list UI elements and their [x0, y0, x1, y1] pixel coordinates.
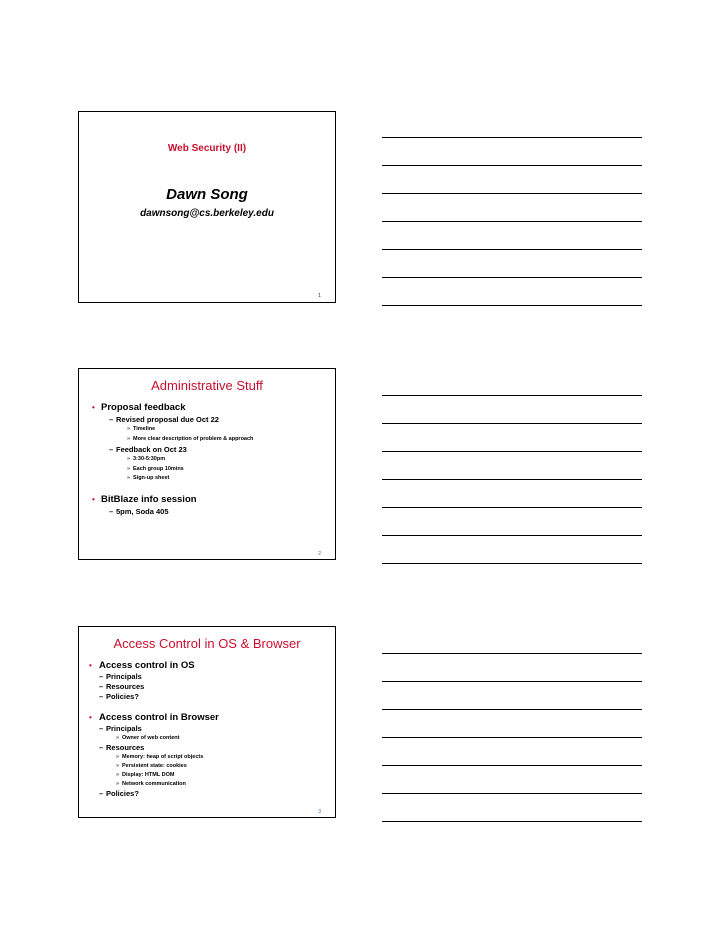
bullet-item: • BitBlaze info session: [79, 493, 335, 506]
notes-line: [382, 765, 642, 766]
sub-bullet-item: – Principals: [79, 672, 335, 682]
slide-title: Access Control in OS & Browser: [113, 636, 301, 651]
sub-sub-bullet-item: » Each group 10mins: [79, 465, 335, 475]
notes-line: [382, 507, 642, 508]
author-name: Dawn Song: [166, 186, 248, 203]
sub-sub-bullet-item: » Owner of web content: [79, 734, 335, 743]
sub-sub-bullet-item: » 3:30-5:30pm: [79, 455, 335, 465]
notes-line: [382, 305, 642, 306]
sub-sub-bullet-item: » Timeline: [79, 425, 335, 435]
sub-bullet-item: – Revised proposal due Oct 22: [79, 414, 335, 425]
sub-sub-bullet-item: » Network communication: [79, 780, 335, 789]
notes-line: [382, 535, 642, 536]
slide-title: Web Security (II): [167, 143, 247, 154]
sub-bullet-item: – Feedback on Oct 23: [79, 444, 335, 455]
sub-bullet-item: – Resources: [79, 743, 335, 753]
notes-line: [382, 563, 642, 564]
bullet-list: [79, 401, 335, 517]
notes-line: [382, 737, 642, 738]
slide-number: 3: [318, 809, 321, 815]
notes-line: [382, 423, 642, 424]
sub-bullet-item: – Resources: [79, 682, 335, 692]
notes-line: [382, 709, 642, 710]
bullet-spacer: [79, 702, 335, 711]
sub-bullet-item: – 5pm, Soda 405: [79, 506, 335, 517]
notes-line: [382, 221, 642, 222]
sub-bullet-item: – Policies?: [79, 692, 335, 702]
slide-2: [78, 368, 336, 560]
bullet-item: • Proposal feedback: [79, 401, 335, 414]
bullet-item: • Access control in Browser: [79, 711, 335, 724]
slide-number: 2: [318, 551, 321, 557]
sub-sub-bullet-item: » Memory: heap of script objects: [79, 753, 335, 762]
slide-1: [78, 111, 336, 303]
notes-line: [382, 681, 642, 682]
bullet-spacer: [79, 484, 335, 493]
bullet-list: [79, 659, 335, 799]
slide-number: 1: [318, 293, 321, 299]
slide-title: Administrative Stuff: [151, 378, 263, 393]
notes-line: [382, 793, 642, 794]
notes-line: [382, 821, 642, 822]
notes-line: [382, 137, 642, 138]
notes-line: [382, 395, 642, 396]
sub-sub-bullet-item: » Display: HTML DOM: [79, 771, 335, 780]
notes-line: [382, 277, 642, 278]
notes-line: [382, 653, 642, 654]
sub-sub-bullet-item: » More clear description of problem & approach: [79, 435, 335, 445]
bullet-item: • Access control in OS: [79, 659, 335, 672]
notes-line: [382, 451, 642, 452]
sub-bullet-item: – Policies?: [79, 789, 335, 799]
sub-sub-bullet-item: » Persistent state: cookies: [79, 762, 335, 771]
notes-line: [382, 193, 642, 194]
notes-line: [382, 165, 642, 166]
notes-line: [382, 479, 642, 480]
notes-line: [382, 249, 642, 250]
slide-3: [78, 626, 336, 818]
author-email: dawnsong@cs.berkeley.edu: [140, 208, 274, 219]
sub-bullet-item: – Principals: [79, 724, 335, 734]
sub-sub-bullet-item: » Sign-up sheet: [79, 474, 335, 484]
